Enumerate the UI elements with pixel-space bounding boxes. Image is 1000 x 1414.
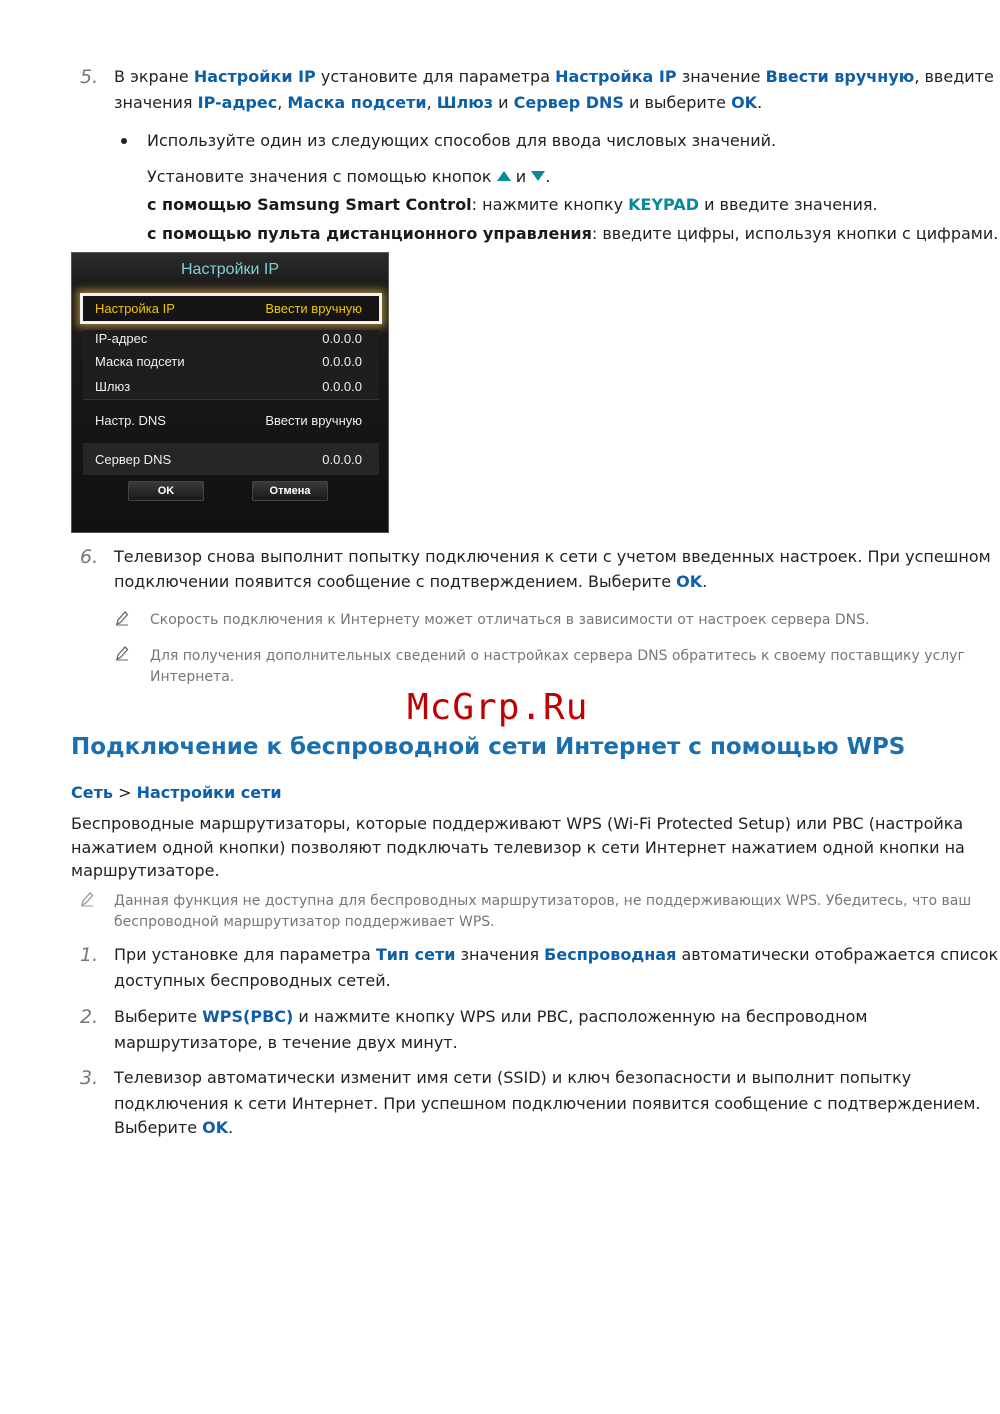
menu-term: Сервер DNS [513,93,624,112]
section-heading: Подключение к беспроводной сети Интернет с помощью WPS [71,734,906,760]
keypad-button-label: KEYPAD [628,195,699,214]
wps-step2-line2: маршрутизаторе, в течение двух минут. [114,1033,458,1052]
wps-step2-line1 [114,1004,867,1029]
step-number: 3. [80,1067,99,1089]
text: и выберите [623,93,732,112]
text: значения [114,93,198,112]
wps-step3-line1: Телевизор автоматически изменит имя сети (SSID) и ключ безопасности и выполнит попытку [114,1068,912,1087]
note-text: Скорость подключения к Интернету может отличаться в зависимости от настроек сервера DNS. [150,612,870,628]
breadcrumb [71,780,282,805]
pencil-icon [115,645,129,661]
row-value: Ввести вручную [265,301,362,316]
breadcrumb-separator: > [112,783,137,802]
method-label: с помощью пульта дистанционного управления [147,224,592,243]
step5-line1 [114,64,994,89]
menu-term: OK [731,93,758,112]
row-subnet-mask[interactable]: Маска подсети [95,354,185,369]
note-text: Данная функция не доступна для беспроводных маршрутизаторов, не поддерживающих WPS. Убедитесь, что ваш [114,893,972,909]
text: : введите цифры, используя кнопки с цифрами. [591,224,999,243]
text: и [493,93,514,112]
row-gateway[interactable]: Шлюз [95,379,131,394]
text: автоматически отображается список [676,945,999,964]
row-ip-address[interactable]: IP-адрес [95,331,148,346]
pencil-icon [115,610,129,626]
breadcrumb-item-network[interactable]: Сеть [71,783,113,802]
watermark: McGrp.Ru [407,687,589,728]
text: и [510,167,532,186]
text: . [702,572,708,591]
dialog-title: Настройки IP [180,261,279,278]
wps-step3-line2: подключения к сети Интернет. При успешном подключении появится сообщение с подтверждением. [114,1094,981,1113]
text: значения [455,945,545,964]
menu-term: Ввести вручную [765,67,915,86]
tv-ip-settings-screenshot [71,252,389,533]
text: , [426,93,437,112]
wps-step3-line3 [114,1115,233,1140]
bullet-text: Используйте один из следующих способов для ввода числовых значений. [147,131,777,150]
step-number: 2. [80,1006,99,1028]
text: Выберите [114,1118,203,1137]
menu-term: OK [202,1118,229,1137]
menu-term: OK [676,572,703,591]
method-arrows [147,164,550,189]
intro-line: Беспроводные маршрутизаторы, которые поддерживают WPS (Wi-Fi Protected Setup) или PBC (настройка [71,814,964,833]
arrow-up-icon [497,171,511,181]
text: При установке для параметра [114,945,376,964]
menu-term: Тип сети [375,945,456,964]
menu-term: IP-адрес [197,93,278,112]
text: В экране [114,67,194,86]
text: . [545,167,551,186]
step6-line1: Телевизор снова выполнит попытку подключения к сети с учетом введенных настроек. При успешном [114,547,991,566]
row-value: Ввести вручную [265,413,362,428]
method-remote [147,221,998,246]
pencil-icon [80,891,94,907]
note-text: Интернета. [150,669,235,685]
text: Выберите [114,1007,203,1026]
text: значение [676,67,766,86]
menu-term: Настройки IP [193,67,316,86]
text: . [228,1118,234,1137]
row-value: 0.0.0.0 [322,379,362,394]
note-text: Для получения дополнительных сведений о настройках сервера DNS обратитесь к своему поставщику услуг [150,648,965,664]
text: . [757,93,763,112]
intro-line: маршрутизаторе. [71,861,220,880]
text: : нажмите кнопку [471,195,629,214]
step5-line2 [114,90,762,115]
text: подключении появится сообщение с подтверждением. Выберите [114,572,677,591]
ok-button[interactable]: OK [128,481,204,501]
breadcrumb-item-network-settings[interactable]: Настройки сети [136,783,282,802]
method-smart-control [147,192,878,217]
menu-term: Настройка IP [555,67,677,86]
arrow-down-icon [531,171,545,181]
row-dns-server[interactable]: Сервер DNS [95,452,172,467]
row-dns-setting[interactable]: Настр. DNS [95,413,166,428]
note-text: беспроводной маршрутизатор поддерживает WPS. [114,914,495,930]
menu-term: Маска подсети [287,93,427,112]
row-value: 0.0.0.0 [322,452,362,467]
row-label: Настройка IP [95,301,175,316]
bullet-dot [121,138,127,144]
step-number: 6. [80,546,99,568]
text: установите для параметра [315,67,556,86]
menu-term: Беспроводная [544,945,677,964]
selected-row-ip-setting[interactable] [80,293,382,324]
row-value: 0.0.0.0 [322,331,362,346]
wps-step1-line2: доступных беспроводных сетей. [114,971,391,990]
text: и нажмите кнопку WPS или PBC, расположенную на беспроводном [293,1007,868,1026]
text: , введите [914,67,994,86]
method-label: с помощью Samsung Smart Control [147,195,472,214]
text: Установите значения с помощью кнопок [147,167,497,186]
text: , [277,93,288,112]
wps-step1-line1 [114,942,998,967]
menu-term: Шлюз [436,93,494,112]
row-value: 0.0.0.0 [322,354,362,369]
step6-line2 [114,569,707,594]
step-number: 1. [80,944,99,966]
text: и введите значения. [698,195,878,214]
menu-term: WPS(PBC) [202,1007,294,1026]
step-number: 5. [80,66,99,88]
cancel-button[interactable]: Отмена [252,481,328,501]
intro-line: нажатием одной кнопки) позволяют подключать телевизор к сети Интернет нажатием одной кнопки на [71,838,965,857]
